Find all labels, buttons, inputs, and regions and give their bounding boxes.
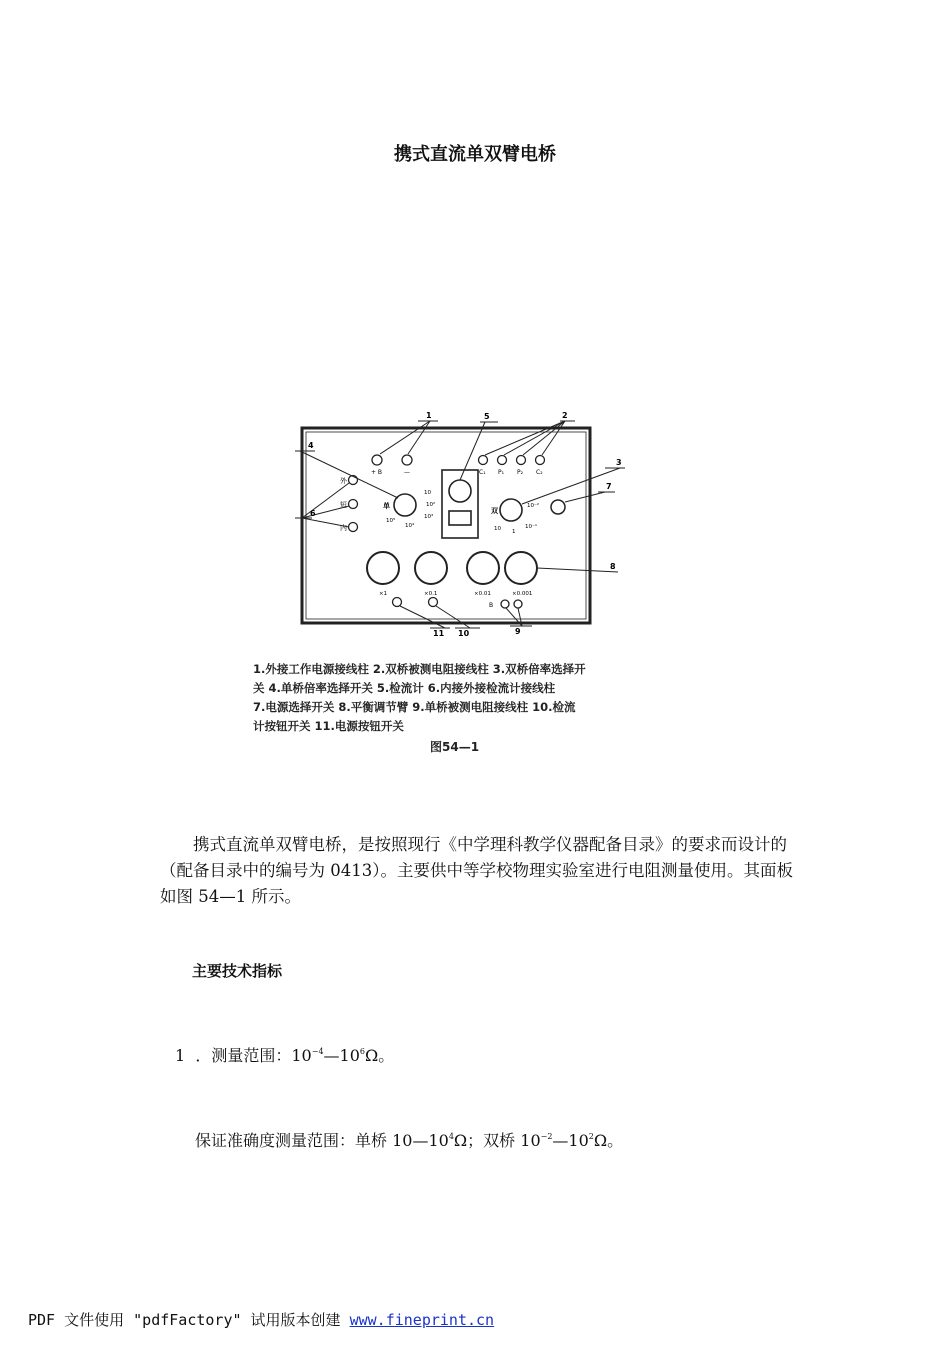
- balance-knob-x0.001: [505, 552, 537, 584]
- terminal-p1: [498, 456, 507, 465]
- selector-terminal-short: [349, 500, 358, 509]
- knob-label-1: ×1: [379, 591, 388, 597]
- section-heading: 主要技术指标: [192, 962, 283, 980]
- label-short: 短: [340, 501, 347, 509]
- terminal-label-b: B: [489, 602, 494, 609]
- balance-knob-x0.01: [467, 552, 499, 584]
- single-terminal-2: [514, 600, 522, 608]
- knob-label-3: ×0.01: [474, 591, 491, 597]
- knob-label-4: ×0.001: [512, 591, 533, 597]
- label-shuang: 双: [491, 507, 498, 515]
- spec-item-2: [195, 1128, 623, 1151]
- terminal-label-p2: P₂: [517, 469, 524, 476]
- dial-left-5: 10⁵: [386, 518, 396, 524]
- power-terminal-plus: [372, 455, 382, 465]
- item1-exp1: −4: [311, 1047, 324, 1056]
- callout-11: 11: [433, 629, 445, 638]
- item1-exp2: 6: [359, 1047, 365, 1056]
- callout-8: 8: [610, 562, 616, 571]
- callout-3: 3: [616, 458, 622, 467]
- double-bridge-dial: [500, 499, 522, 521]
- dial-right-1: 10⁻²: [527, 503, 540, 509]
- knob-label-2: ×0.1: [424, 591, 438, 597]
- callout-7: 7: [606, 482, 612, 491]
- dial-left-3: 10³: [424, 514, 434, 520]
- terminal-c1: [479, 456, 488, 465]
- figure-captions: [253, 660, 723, 736]
- terminal-label-p1: P₁: [498, 469, 505, 476]
- figure-label: 图54—1: [430, 740, 480, 754]
- dial-right-4: 10: [494, 526, 501, 532]
- dial-left-2: 10²: [426, 502, 436, 508]
- balance-knob-x0.1: [415, 552, 447, 584]
- dial-right-2: 10⁻¹: [525, 524, 538, 530]
- footer-text: PDF 文件使用 "pdfFactory" 试用版本创建: [28, 1311, 350, 1329]
- external-galvanometer-terminal: [551, 500, 565, 514]
- terminal-label-minus: —: [404, 469, 410, 476]
- item2-mid: Ω；双桥 10: [453, 1131, 541, 1150]
- page-title: 携式直流单双臂电桥: [394, 144, 556, 165]
- item2-exp1: 4: [448, 1132, 454, 1141]
- item1-text: 测量范围：10: [211, 1046, 312, 1065]
- footer-link[interactable]: www.fineprint.cn: [349, 1311, 495, 1329]
- label-dan: 单: [383, 502, 390, 510]
- bridge-panel-diagram: [240, 408, 720, 643]
- item2-mid2: —10: [552, 1131, 589, 1150]
- callout-4: 4: [308, 441, 314, 450]
- dial-left-1: 10: [424, 490, 431, 496]
- figure-54-1: [240, 408, 720, 778]
- item2-unit: Ω。: [593, 1131, 624, 1150]
- terminal-label-c1: C₁: [479, 469, 486, 476]
- intro-paragraph: 携式直流单双臂电桥，是按照现行《中学理科教学仪器配备目录》的要求而设计的（配备目录中的编号为 0413）。主要供中等学校物理实验室进行电阻测量使用。其面板如图 54—1 所示。: [160, 835, 793, 906]
- caption-line-2: 关 4.单桥倍率选择开关 5.检流计 6.内接外接检流计接线柱: [253, 681, 556, 695]
- callout-6: 6: [310, 509, 316, 518]
- callout-5: 5: [484, 412, 490, 421]
- callout-2: 2: [562, 411, 568, 420]
- pdf-footer: [28, 1309, 494, 1330]
- dial-left-4: 10⁴: [405, 523, 415, 529]
- label-wai: 外: [340, 477, 347, 485]
- item2-exp2: −2: [540, 1132, 553, 1141]
- power-button: [393, 598, 402, 607]
- single-terminal-1: [501, 600, 509, 608]
- caption-line-1: 1.外接工作电源接线柱 2.双桥被测电阻接线柱 3.双桥倍率选择开: [253, 662, 586, 676]
- spec-item-1: [175, 1043, 394, 1066]
- galvanometer-window: [449, 511, 471, 525]
- callout-10: 10: [458, 629, 470, 638]
- caption-line-3: 7.电源选择开关 8.平衡调节臂 9.单桥被测电阻接线柱 10.检流: [253, 700, 576, 714]
- balance-knob-x1: [367, 552, 399, 584]
- caption-line-4: 计按钮开关 11.电源按钮开关: [253, 719, 404, 733]
- label-nei: 内: [340, 524, 347, 532]
- terminal-p2: [517, 456, 526, 465]
- galvanometer-button: [429, 598, 438, 607]
- item2-exp3: 2: [588, 1132, 594, 1141]
- terminal-c2: [536, 456, 545, 465]
- dial-right-3: 1: [512, 529, 516, 535]
- galvanometer-dial: [449, 480, 471, 502]
- power-terminal-minus: [402, 455, 412, 465]
- callout-9: 9: [515, 627, 521, 636]
- item2-text: 保证准确度测量范围：单桥 10—10: [195, 1131, 449, 1150]
- item1-unit: Ω。: [365, 1046, 395, 1065]
- item1-number: 1: [175, 1046, 186, 1065]
- callout-1: 1: [426, 411, 432, 420]
- item1-mid: —10: [323, 1046, 360, 1065]
- selector-terminal-nei: [349, 523, 358, 532]
- item1-dot: ．: [195, 1046, 212, 1065]
- terminal-label-plus-b: + B: [371, 469, 383, 476]
- terminal-label-c2: C₂: [536, 469, 543, 476]
